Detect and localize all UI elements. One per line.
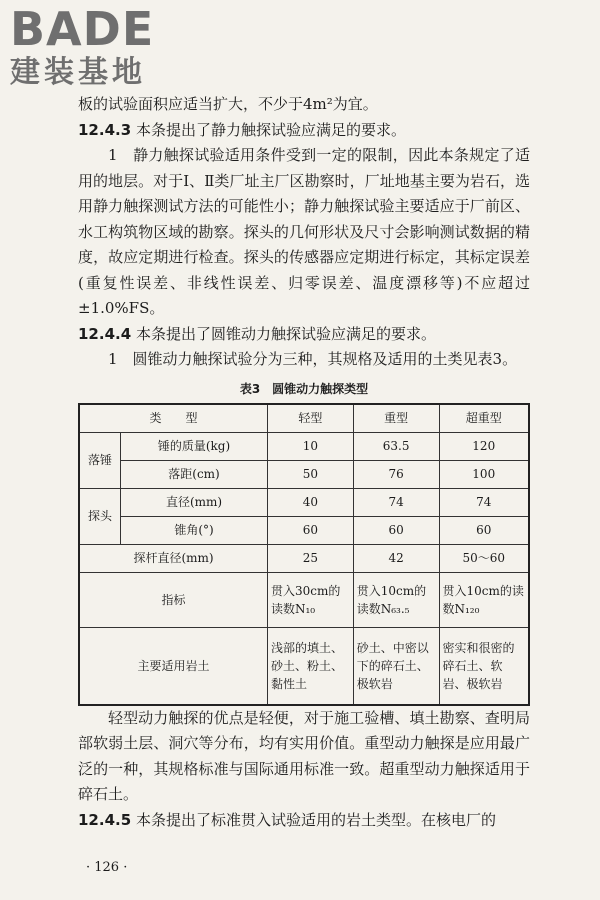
table-row [79, 460, 529, 488]
logo-brand: BADE [10, 2, 155, 56]
section-12-4-5 [78, 808, 530, 834]
table-title: 表3 圆锥动力触探类型 [239, 381, 369, 396]
page-body [78, 92, 530, 833]
section-number: 12.4.3 [78, 120, 132, 139]
section-12-4-4 [78, 322, 530, 348]
header-light: 轻型 [268, 404, 354, 433]
table-cell: 42 [353, 544, 439, 572]
row-label: 主要适用岩土 [79, 627, 268, 705]
table-row [79, 572, 529, 627]
page-number: · 126 · [86, 860, 128, 875]
table-cell: 60 [353, 516, 439, 544]
table-row [79, 544, 529, 572]
table-cell: 50 [268, 460, 354, 488]
section-number: 12.4.5 [78, 810, 132, 829]
header-heavy: 重型 [353, 404, 439, 433]
table-cell: 120 [439, 432, 529, 460]
watermark-logo [10, 2, 155, 90]
table-cell: 50～60 [439, 544, 529, 572]
table-row [79, 516, 529, 544]
row-label: 探杆直径(mm) [79, 544, 268, 572]
table-cell: 砂土、中密以下的碎石土、极软岩 [353, 627, 439, 705]
table-cell: 60 [268, 516, 354, 544]
table-header-row [79, 404, 529, 433]
section-number: 12.4.4 [78, 324, 132, 343]
section-text: 本条提出了圆锥动力触探试验应满足的要求。 [135, 324, 436, 343]
table-cell: 74 [439, 488, 529, 516]
table-cell: 浅部的填土、砂土、粉土、黏性土 [268, 627, 354, 705]
table-row [79, 488, 529, 516]
table-cell: 贯入10cm的读数N₆₃.₅ [353, 572, 439, 627]
cone-penetration-table [78, 403, 530, 706]
section-text: 本条提出了静力触探试验应满足的要求。 [135, 120, 406, 139]
row-label: 落距(cm) [121, 460, 268, 488]
row-label: 锤的质量(kg) [121, 432, 268, 460]
header-super-heavy: 超重型 [439, 404, 529, 433]
table-cell: 100 [439, 460, 529, 488]
table-cell: 25 [268, 544, 354, 572]
table-cell: 10 [268, 432, 354, 460]
table-cell: 63.5 [353, 432, 439, 460]
table-cell: 74 [353, 488, 439, 516]
table-cell: 60 [439, 516, 529, 544]
table-cell: 贯入30cm的读数N₁₀ [268, 572, 354, 627]
row-label: 锥角(°) [121, 516, 268, 544]
section-text: 本条提出了标准贯入试验适用的岩土类型。在核电厂的 [135, 810, 496, 829]
section-12-4-4-item-1: 1 圆锥动力触探试验分为三种，其规格及适用的土类见表3。 [108, 350, 518, 368]
row-label: 指标 [79, 572, 268, 627]
section-12-4-3 [78, 118, 530, 144]
table-row [79, 432, 529, 460]
paragraph-continuation: 板的试验面积应适当扩大，不少于4m²为宜。 [78, 95, 378, 113]
table-cell: 密实和很密的碎石土、软岩、极软岩 [439, 627, 529, 705]
logo-subtitle: 建装基地 [10, 55, 146, 90]
table-cell: 76 [353, 460, 439, 488]
header-type: 类 型 [79, 404, 268, 433]
table-cell: 贯入10cm的读数N₁₂₀ [439, 572, 529, 627]
paragraph-after-table: 轻型动力触探的优点是轻便，对于施工验槽、填土勘察、查明局部软弱土层、洞穴等分布，均有实用价值。重型动力触探是应用最广泛的一种，其规格标准与国际通用标准一致。超重型动力触探适用于碎石土。 [78, 708, 530, 803]
group-probe: 探头 [79, 488, 121, 544]
section-12-4-3-item-1: 1 静力触探试验适用条件受到一定的限制，因此本条规定了适用的地层。对于Ⅰ、Ⅱ类厂址主厂区勘察时，厂址地基主要为岩石，选用静力触探测试方法的可能性小；静力触探试验主要适应于厂前区、水工构筑物区域的勘察。探头的几何形状及尺寸会影响测试数据的精度，故应定期进行检查。探头的传感器应定期进行标定，其标定误差(重复性误差、非线性误差、归零误差、温度漂移等)不应超过±1.0%FS。 [78, 146, 530, 317]
row-label: 直径(mm) [121, 488, 268, 516]
group-hammer: 落锤 [79, 432, 121, 488]
table-row [79, 627, 529, 705]
table-cell: 40 [268, 488, 354, 516]
